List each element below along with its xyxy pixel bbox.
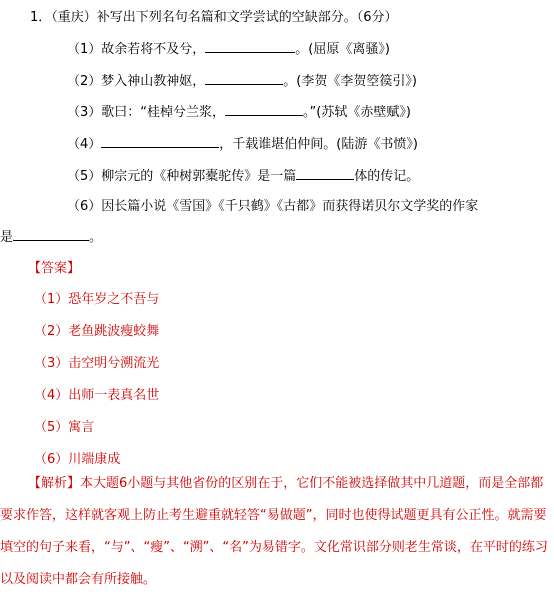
item-3-before: （3）歌曰：“桂棹兮兰浆，: [67, 105, 226, 120]
question-item-4: [67, 135, 418, 153]
answer-item-2: （2）老鱼跳波瘦蛟舞: [34, 324, 160, 339]
question-item-6-line2: [0, 228, 102, 246]
answer-item-5: （5）寓言: [34, 420, 95, 435]
answer-item-6: （6）川端康成: [34, 452, 121, 467]
item-1-after: 。(屈原《离骚》): [295, 42, 390, 57]
item-5-after: 体的传记。: [354, 169, 420, 184]
question-item-6-line1: （6）因长篇小说《雪国》《千只鹤》《古都》而获得诺贝尔文学奖的作家: [67, 199, 479, 214]
item-1-before: （1）故余若将不及兮，: [67, 42, 206, 57]
question-item-3: [67, 103, 411, 121]
question-item-5: [67, 167, 419, 185]
answer-item-3: （3）击空明兮溯流光: [34, 356, 160, 371]
analysis-label: 【解析】: [28, 476, 81, 491]
analysis-paragraph: [0, 468, 552, 596]
item-4-blank[interactable]: [101, 135, 219, 148]
question-header: 1．（重庆）补写出下列名句名篇和文学尝试的空缺部分。（6分）: [30, 10, 398, 25]
item-5-before: （5）柳宗元的《种树郭橐驼传》是一篇: [67, 169, 297, 184]
item-6-blank[interactable]: [13, 228, 89, 241]
answer-item-4: （4）出师一表真名世: [34, 388, 160, 403]
item-3-blank[interactable]: [225, 103, 303, 116]
item-1-blank[interactable]: [205, 40, 295, 53]
item-4-before: （4）: [67, 137, 102, 152]
question-item-2: [67, 72, 417, 90]
answer-item-1: （1）恐年岁之不吾与: [34, 292, 160, 307]
answer-label: 【答案】: [28, 261, 81, 276]
item-4-after: ，千载谁堪伯仲间。(陆游《书愤》): [219, 137, 418, 152]
analysis-text: 本大题6小题与其他省份的区别在于，它们不能被选择做其中几道题，而是全部都要求作答，这样就客观上防止考生避重就轻答“易做题”，同时也使得试题更具有公正性。就需要填空的句子来看，“与”、“瘦”、“溯”、“名”为易错字。文化常识部分则老生常谈，在平时的练习以及阅读中都会有所接触。: [0, 476, 548, 587]
item-2-after: 。(李贺《李贺箜篌引》): [283, 74, 417, 89]
item-2-blank[interactable]: [205, 72, 283, 85]
item-3-after: 。”(苏轼《赤壁赋》): [303, 105, 411, 120]
item-6-before: 是: [0, 230, 14, 245]
item-5-blank[interactable]: [296, 167, 354, 180]
question-item-1: [67, 40, 390, 58]
item-2-before: （2）梦入神山教神妪，: [67, 74, 206, 89]
item-6-after: 。: [89, 230, 103, 245]
